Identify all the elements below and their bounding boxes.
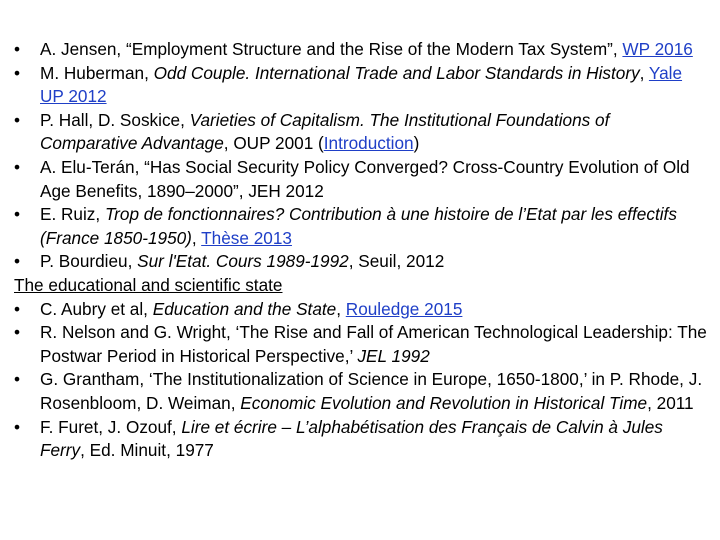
reference-text: , OUP 2001 ( [223, 133, 324, 154]
reference-title: Odd Couple. International Trade and Labor Standards in History [153, 62, 640, 83]
bullet-marker: • [14, 298, 21, 319]
reference-text: , 2011 [647, 392, 694, 413]
bullet-marker: • [14, 251, 21, 272]
section-heading [14, 274, 710, 298]
bullet-marker: • [14, 156, 21, 177]
bullet-marker: • [14, 416, 21, 437]
reference-text: ) [413, 133, 420, 154]
reference-text: , [191, 227, 202, 248]
reference-title: Trop de fonctionnaires? Contribution à une histoire de l’Etat par les effectifs (France 1850-1950) [40, 204, 677, 248]
link-rouledge-2015[interactable]: Rouledge 2015 [345, 298, 463, 319]
reference-text: , Seuil, 2012 [348, 251, 445, 272]
reference-title: Sur l'Etat. Cours 1989-1992 [137, 251, 349, 272]
reference-item-huberman [14, 62, 710, 109]
link-introduction[interactable]: Introduction [323, 133, 414, 154]
link-yale-up-2012[interactable]: Yale UP 2012 [40, 62, 683, 107]
reference-text: C. Aubry et al, [40, 298, 153, 319]
reference-item-aubry [14, 298, 710, 322]
bullet-marker: • [14, 204, 21, 225]
reference-item-furet-ozouf [14, 416, 710, 463]
reference-title: Lire et écrire – L’alphabétisation des Français de Calvin à Jules Ferry [40, 416, 663, 461]
reference-text: E. Ruiz, [40, 204, 105, 225]
reference-text: P. Hall, D. Soskice, [40, 109, 190, 130]
link-wp-2016[interactable]: WP 2016 [622, 39, 693, 59]
bullet-marker: • [14, 109, 21, 130]
reference-item-nelson-wright [14, 321, 710, 368]
reference-title: Varieties of Capitalism. The Institutional Foundations of Comparative Advantage [40, 109, 610, 154]
reference-title: Economic Evolution and Revolution in Historical Time [240, 392, 648, 413]
section-heading-text: The educational and scientific state [14, 274, 283, 295]
reference-text: M. Huberman, [40, 62, 154, 83]
bullet-marker: • [14, 369, 21, 390]
reference-text: , [639, 62, 649, 83]
bullet-marker: • [14, 39, 21, 59]
reference-text: F. Furet, J. Ozouf, [40, 416, 182, 437]
reference-item-bourdieu [14, 250, 710, 274]
reference-journal: JEL 1992 [357, 345, 430, 366]
reference-text: A. Jensen, “Employment Structure and the Rise of the Modern Tax System”, [40, 39, 623, 59]
reference-text: G. Grantham, ‘The Institutionalization of Science in Europe, 1650-1800,’ in P. Rhode, J. Rosenbloom, D. Weiman, [40, 369, 703, 413]
reference-item-hall-soskice [14, 109, 710, 156]
bullet-marker: • [14, 62, 21, 83]
reference-text: , Ed. Minuit, 1977 [80, 440, 214, 461]
bullet-marker: • [14, 322, 21, 343]
reference-item-ruiz [14, 203, 710, 250]
reference-text: R. Nelson and G. Wright, ‘The Rise and Fall of American Technological Leadership: The Postwar Period in Historical Perspective,’ [40, 322, 707, 366]
reference-item-jensen [14, 38, 710, 62]
reference-text: A. Elu-Terán, “Has Social Security Policy Converged? Cross-Country Evolution of Old Age Benefits, 1890–2000”, JEH 2012 [40, 156, 690, 201]
reference-list [14, 38, 710, 463]
link-these-2013[interactable]: Thèse 2013 [201, 227, 292, 248]
reference-item-grantham [14, 368, 710, 415]
reference-item-elu-teran [14, 156, 710, 203]
reference-text: , [336, 298, 346, 319]
reference-title: Education and the State [152, 298, 337, 319]
reference-text: P. Bourdieu, [40, 251, 138, 272]
